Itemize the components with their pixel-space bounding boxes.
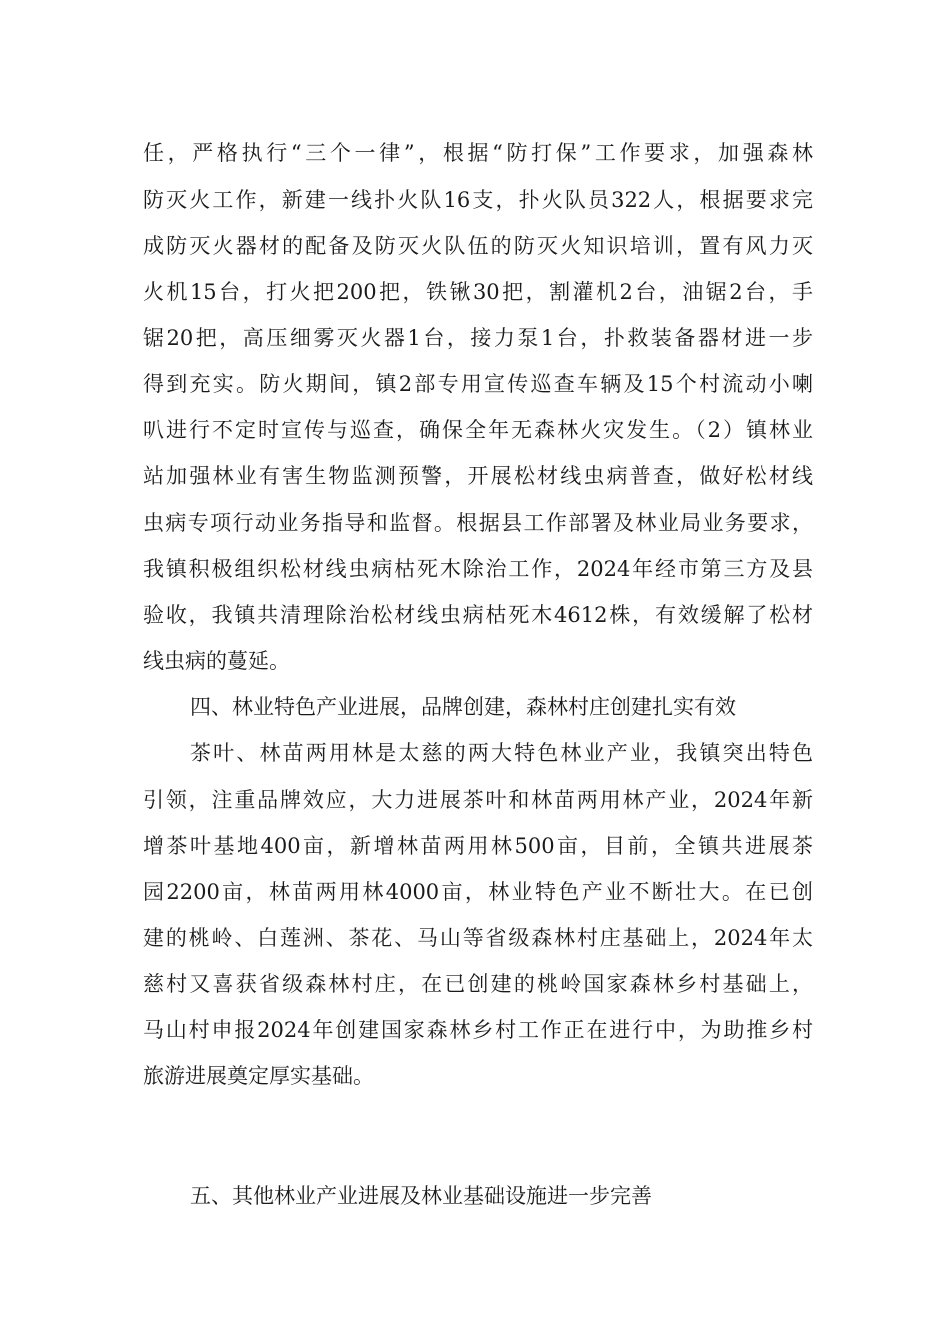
section-heading: 四、林业特色产业进展，品牌创建，森林村庄创建扎实有效 bbox=[190, 695, 736, 719]
paragraph-line: 引领，注重品牌效应，大力进展茶叶和林苗两用林产业，2024年新 bbox=[143, 788, 813, 812]
paragraph-line: 马山村申报2024年创建国家森林乡村工作正在进行中，为助推乡村 bbox=[143, 1018, 813, 1042]
paragraph-line: 验收，我镇共清理除治松材线虫病枯死木4612株，有效缓解了松材 bbox=[143, 603, 813, 627]
paragraph-line: 我镇积极组织松材线虫病枯死木除治工作，2024年经市第三方及县 bbox=[143, 557, 813, 581]
paragraph-line: 火机15台，打火把200把，铁锹30把，割灌机2台，油锯2台，手 bbox=[143, 280, 813, 304]
paragraph-line: 锯20把，高压细雾灭火器1台，接力泵1台，扑救装备器材进一步 bbox=[143, 326, 813, 350]
paragraph-line: 建的桃岭、白莲洲、茶花、马山等省级森林村庄基础上，2024年太 bbox=[143, 926, 813, 950]
paragraph-line: 得到充实。防火期间，镇2部专用宣传巡查车辆及15个村流动小喇 bbox=[143, 372, 813, 396]
paragraph-line: 园2200亩，林苗两用林4000亩，林业特色产业不断壮大。在已创 bbox=[143, 880, 813, 904]
paragraph-line: 虫病专项行动业务指导和监督。根据县工作部署及林业局业务要求， bbox=[143, 511, 813, 535]
paragraph-line: 防灭火工作，新建一线扑火队16支，扑火队员322人，根据要求完 bbox=[143, 188, 813, 212]
paragraph-line: 慈村又喜获省级森林村庄，在已创建的桃岭国家森林乡村基础上， bbox=[143, 972, 813, 996]
paragraph-line: 茶叶、林苗两用林是太慈的两大特色林业产业，我镇突出特色 bbox=[190, 741, 813, 765]
paragraph-line: 成防灭火器材的配备及防灭火队伍的防灭火知识培训，置有风力灭 bbox=[143, 234, 813, 258]
paragraph-line: 叭进行不定时宣传与巡查，确保全年无森林火灾发生。（2）镇林业 bbox=[143, 418, 813, 442]
paragraph-line: 线虫病的蔓延。 bbox=[143, 649, 290, 673]
paragraph-line: 任，严格执行“三个一律”，根据“防打保”工作要求，加强森林 bbox=[143, 141, 813, 165]
paragraph-line: 旅游进展奠定厚实基础。 bbox=[143, 1064, 374, 1088]
section-heading: 五、其他林业产业进展及林业基础设施进一步完善 bbox=[190, 1184, 652, 1208]
paragraph-line: 增茶叶基地400亩，新增林苗两用林500亩，目前，全镇共进展茶 bbox=[143, 834, 813, 858]
paragraph-line: 站加强林业有害生物监测预警，开展松材线虫病普查，做好松材线 bbox=[143, 464, 813, 488]
